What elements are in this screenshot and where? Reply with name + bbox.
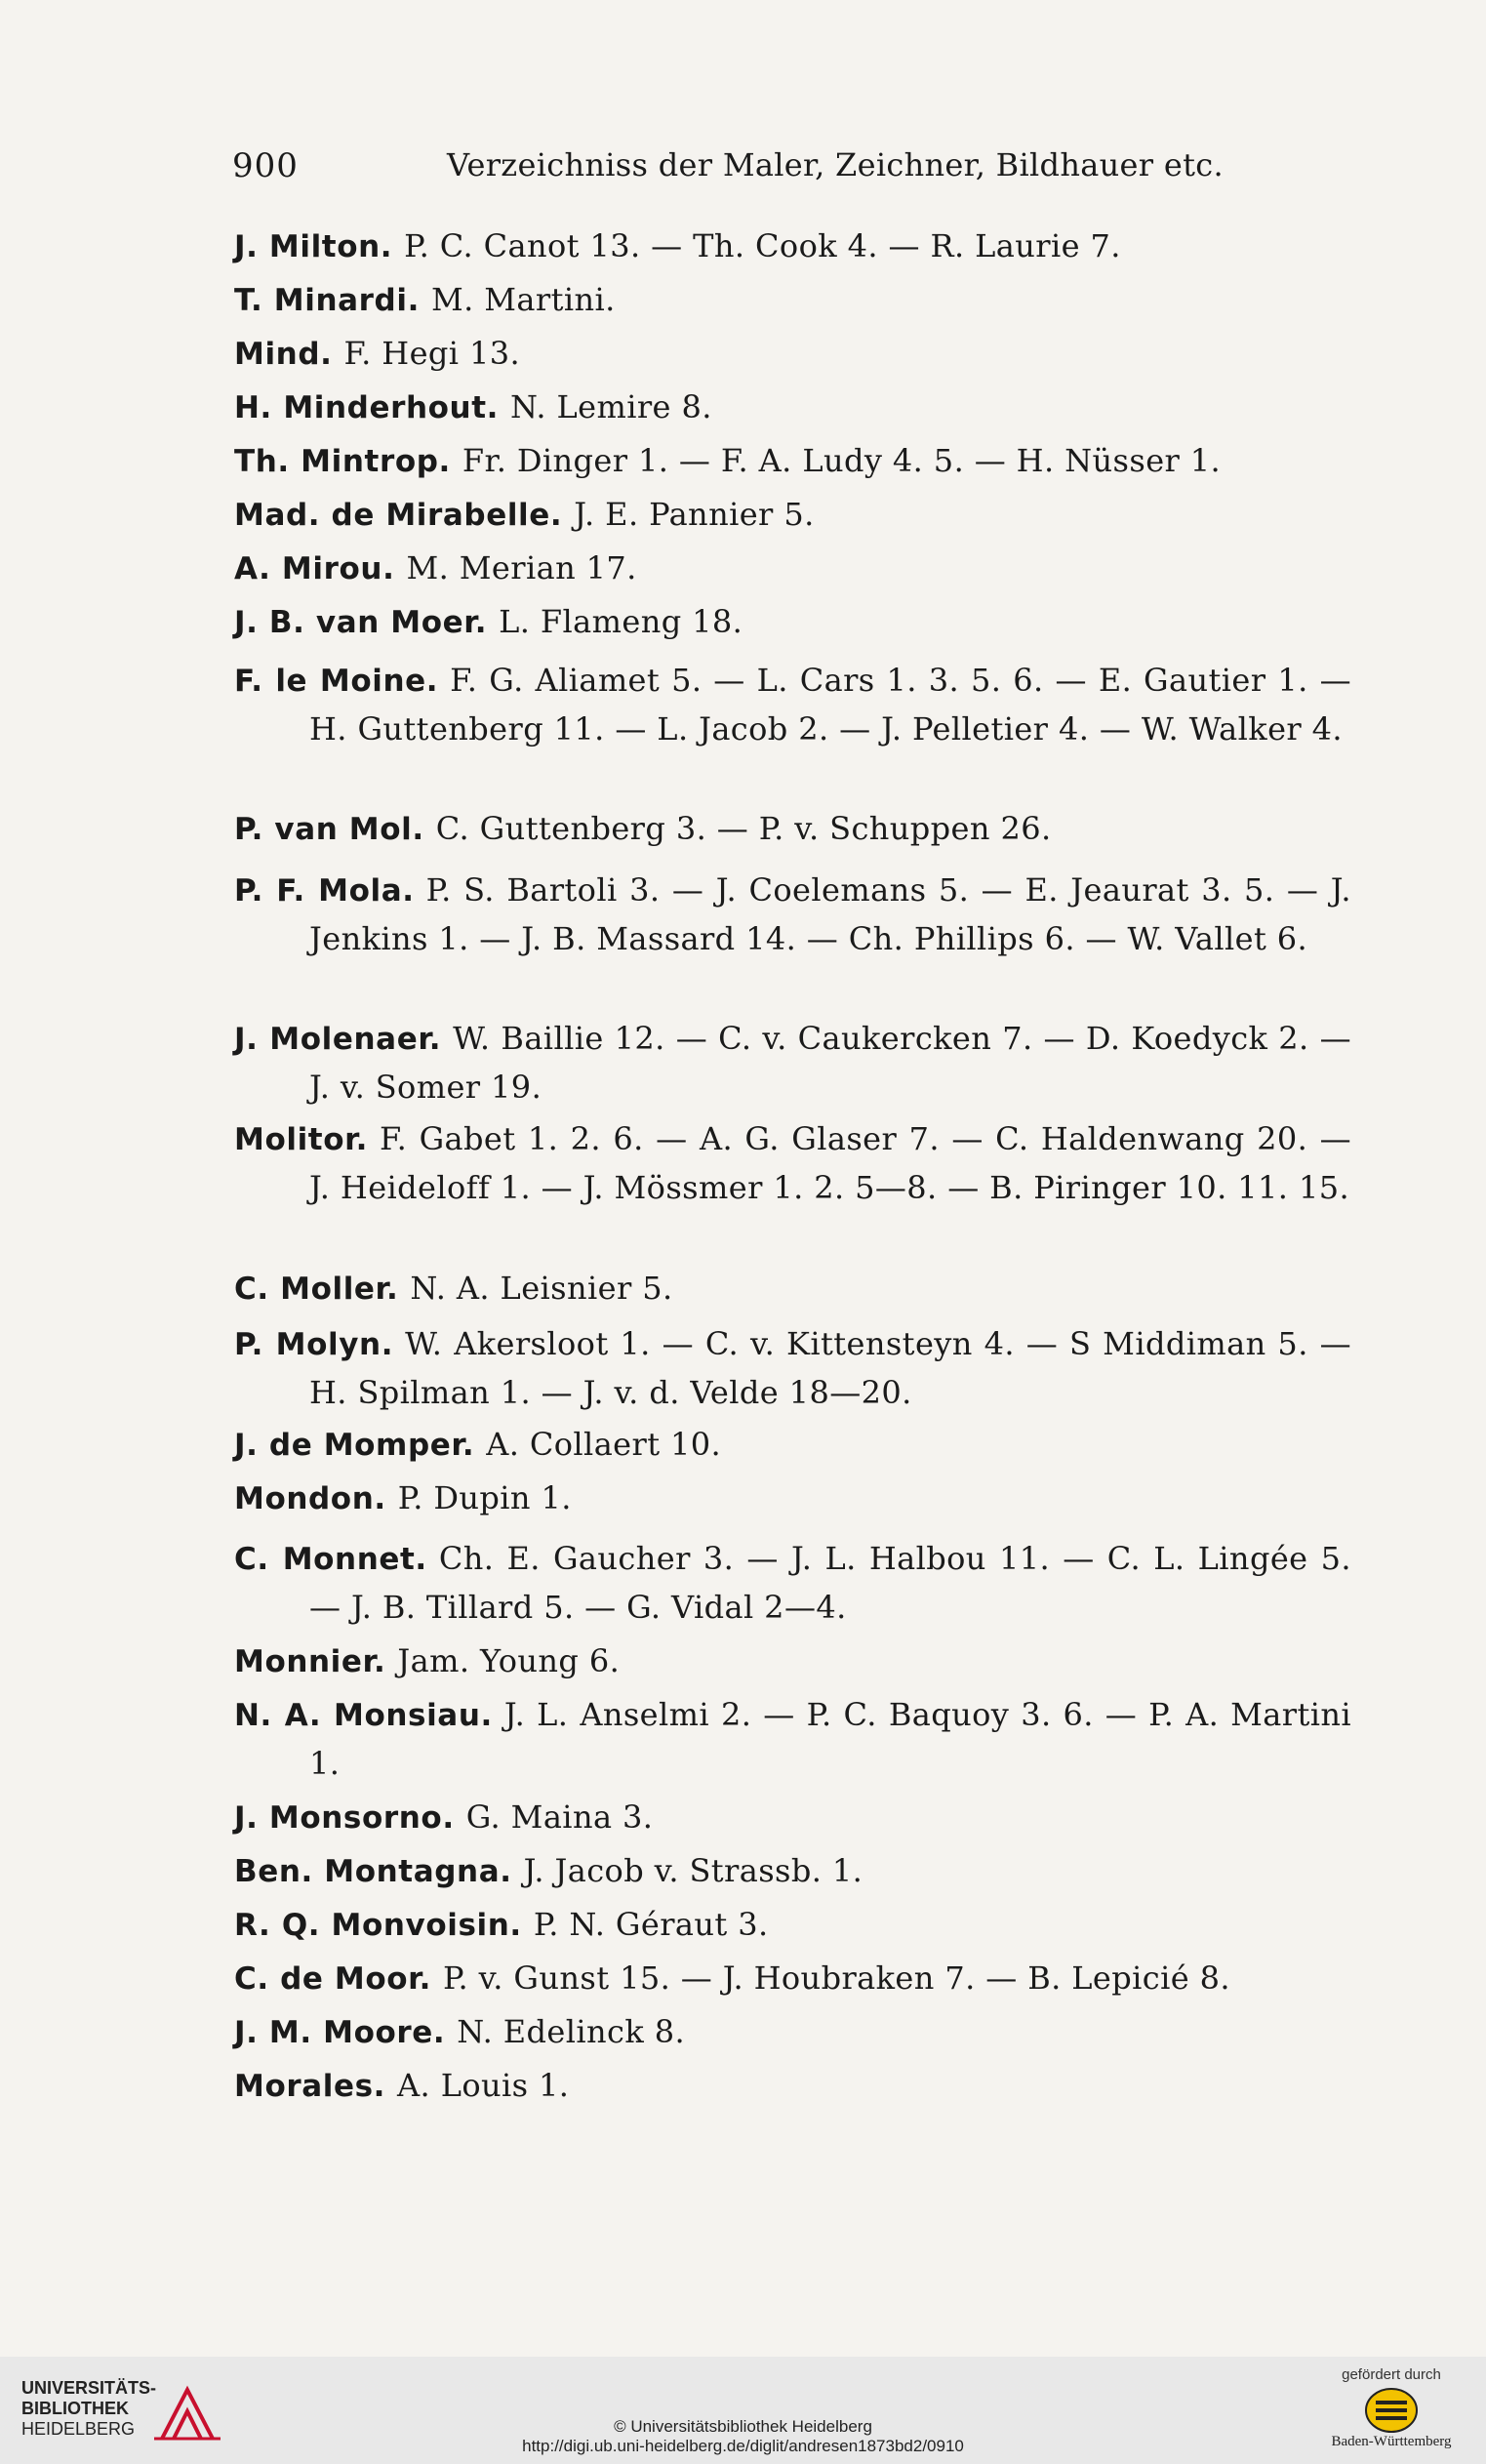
artist-name: Ben. Montagna. — [234, 1854, 512, 1889]
index-entry — [234, 1421, 1351, 1470]
index-entry — [234, 1320, 1351, 1417]
artist-name: N. A. Monsiau. — [234, 1698, 493, 1733]
index-entry — [234, 1691, 1351, 1788]
copyright-text: © Universitätsbibliothek Heidelberg — [614, 2417, 872, 2436]
artist-name: P. F. Mola. — [234, 873, 415, 909]
index-entry — [234, 1847, 1351, 1896]
engraver-references: P. v. Gunst 15. — J. Houbraken 7. — B. Lepicié 8. — [443, 1959, 1230, 1997]
artist-name: R. Q. Monvoisin. — [234, 1908, 522, 1943]
index-entry — [234, 1794, 1351, 1842]
artist-name: C. de Moor. — [234, 1961, 432, 1997]
artist-name: Monnier. — [234, 1644, 386, 1679]
engraver-references: F. Gabet 1. 2. 6. — A. G. Glaser 7. — C. Haldenwang 20. — J. Heideloff 1. — J. Mössmer 1. 2. 5—8. — B. Piringer 10. 11. 15. — [309, 1120, 1351, 1206]
artist-name: H. Minderhout. — [234, 390, 499, 425]
index-entry — [234, 222, 1351, 271]
artist-name: J. Molenaer. — [234, 1022, 442, 1057]
artist-name: J. de Momper. — [234, 1428, 475, 1463]
engraver-references: N. Lemire 8. — [510, 388, 712, 425]
sponsor-block — [1318, 2366, 1465, 2459]
artist-name: Mad. de Mirabelle. — [234, 498, 563, 533]
permalink-url[interactable]: http://digi.ub.uni-heidelberg.de/diglit/andresen1873bd2/0910 — [522, 2437, 964, 2455]
artist-name: J. Milton. — [234, 229, 393, 264]
engraver-references: N. A. Leisnier 5. — [410, 1270, 673, 1307]
index-entry — [234, 1015, 1351, 1111]
index-entry — [234, 1901, 1351, 1950]
engraver-references: G. Maina 3. — [465, 1798, 654, 1836]
artist-name: J. Monsorno. — [234, 1800, 455, 1836]
index-entry — [234, 384, 1351, 432]
artist-name: C. Moller. — [234, 1272, 399, 1307]
engraver-references: P. S. Bartoli 3. — J. Coelemans 5. — E. Jeaurat 3. 5. — J. Jenkins 1. — J. B. Massard 14. — Ch. Phillips 6. — W. Vallet 6. — [309, 871, 1352, 957]
artist-name: F. le Moine. — [234, 664, 439, 699]
engraver-references: J. L. Anselmi 2. — P. C. Baquoy 3. 6. — P. A. Martini 1. — [309, 1696, 1352, 1782]
library-name-line2: BIBLIOTHEK — [21, 2399, 129, 2418]
artist-name: J. M. Moore. — [234, 2015, 446, 2050]
index-entry — [234, 1265, 1351, 1313]
artist-name: J. B. van Moer. — [234, 605, 488, 640]
index-entry — [234, 598, 1351, 647]
engraver-references: J. Jacob v. Strassb. 1. — [523, 1852, 863, 1889]
engraver-references: A. Collaert 10. — [486, 1426, 722, 1463]
engraver-references: F. G. Aliamet 5. — L. Cars 1. 3. 5. 6. — E. Gautier 1. — H. Guttenberg 11. — L. Jacob 2. — J. Pelletier 4. — W. Walker 4. — [309, 662, 1351, 747]
artist-name: Mondon. — [234, 1481, 386, 1516]
index-entry — [234, 491, 1351, 540]
index-entry — [234, 805, 1351, 854]
running-header — [232, 146, 1335, 195]
index-entry — [234, 2008, 1351, 2057]
artist-name: T. Minardi. — [234, 283, 420, 318]
index-entry — [234, 657, 1351, 753]
index-entry — [234, 2062, 1351, 2111]
engraver-references: Ch. E. Gaucher 3. — J. L. Halbou 11. — C. L. Lingée 5. — J. B. Tillard 5. — G. Vidal 2—4. — [309, 1540, 1351, 1626]
engraver-references: P. N. Géraut 3. — [533, 1906, 769, 1943]
engraver-references: P. Dupin 1. — [397, 1479, 572, 1516]
index-entry — [234, 545, 1351, 593]
engraver-references: M. Merian 17. — [406, 549, 637, 586]
engraver-references: C. Guttenberg 3. — P. v. Schuppen 26. — [435, 810, 1052, 847]
index-entry — [234, 276, 1351, 325]
index-entry — [234, 1955, 1351, 2003]
index-entry — [234, 437, 1351, 486]
engraver-references: L. Flameng 18. — [499, 603, 743, 640]
coat-of-arms-icon — [1364, 2387, 1419, 2434]
index-entry — [234, 330, 1351, 379]
viewer-footer — [0, 2357, 1486, 2464]
artist-name: P. van Mol. — [234, 812, 424, 847]
library-name-line3: HEIDELBERG — [21, 2419, 136, 2439]
index-entry — [234, 1474, 1351, 1523]
copyright-block — [0, 2417, 1486, 2456]
artist-name: Morales. — [234, 2069, 386, 2104]
page-number: 900 — [232, 146, 299, 185]
engraver-references: J. E. Pannier 5. — [574, 496, 815, 533]
artist-name: C. Monnet. — [234, 1542, 427, 1577]
index-entry — [234, 1115, 1351, 1212]
artist-name: Molitor. — [234, 1122, 368, 1157]
sponsor-name: Baden-Württemberg — [1331, 2434, 1452, 2449]
index-entry — [234, 1637, 1351, 1686]
engraver-references: F. Hegi 13. — [343, 335, 521, 372]
artist-name: Mind. — [234, 337, 333, 372]
engraver-references: Fr. Dinger 1. — F. A. Ludy 4. 5. — H. Nüsser 1. — [462, 442, 1222, 479]
artist-name: A. Mirou. — [234, 551, 395, 586]
engraver-references: M. Martini. — [430, 281, 616, 318]
running-title: Verzeichniss der Maler, Zeichner, Bildhauer etc. — [447, 146, 1224, 183]
artist-name: P. Molyn. — [234, 1327, 394, 1362]
engraver-references: P. C. Canot 13. — Th. Cook 4. — R. Laurie 7. — [404, 227, 1121, 264]
engraver-references: A. Louis 1. — [397, 2067, 570, 2104]
library-name-line1: UNIVERSITÄTS- — [21, 2378, 157, 2398]
artist-name: Th. Mintrop. — [234, 444, 451, 479]
engraver-references: N. Edelinck 8. — [457, 2013, 686, 2050]
index-entry — [234, 1535, 1351, 1632]
engraver-references: Jam. Young 6. — [397, 1642, 621, 1679]
index-entry — [234, 867, 1351, 963]
sponsor-label: gefördert durch — [1342, 2366, 1441, 2383]
engraver-references: W. Akersloot 1. — C. v. Kittensteyn 4. — S Middiman 5. — H. Spilman 1. — J. v. d. Velde 18—20. — [309, 1325, 1351, 1411]
engraver-references: W. Baillie 12. — C. v. Caukercken 7. — D. Koedyck 2. — J. v. Somer 19. — [309, 1020, 1351, 1106]
